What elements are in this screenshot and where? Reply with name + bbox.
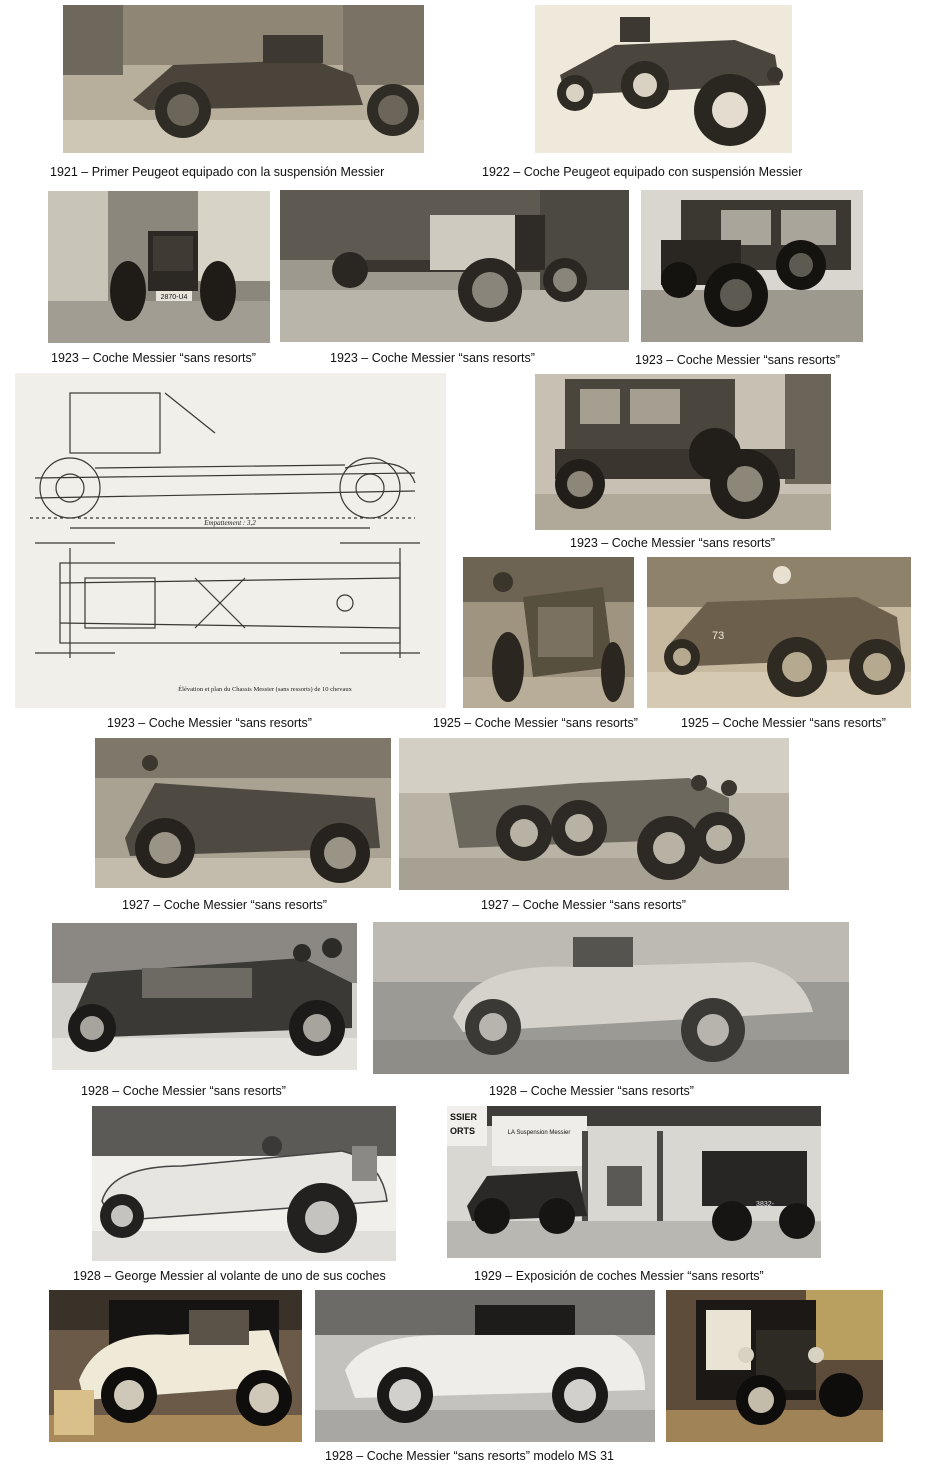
caption-1927-a: 1927 – Coche Messier “sans resorts”: [122, 898, 327, 912]
expo-plate: 3832-: [756, 1201, 774, 1208]
caption-1928-george: 1928 – George Messier al volante de uno de sus coches: [73, 1269, 386, 1283]
photo-1922-peugeot: [535, 5, 792, 153]
photo-1923-front: [48, 191, 270, 343]
photo-ms31-a: [49, 1290, 302, 1442]
photo-1928-george-messier: [92, 1106, 396, 1261]
caption-1921: 1921 – Primer Peugeot equipado con la suspensión Messier: [50, 165, 385, 179]
caption-1923-e: 1923 – Coche Messier “sans resorts”: [107, 716, 312, 730]
expo-sign-1b: ORTS: [450, 1126, 476, 1136]
caption-1923-d: 1923 – Coche Messier “sans resorts”: [570, 536, 775, 550]
drawing-dimension: Empattement : 3,2: [204, 519, 256, 527]
photo-1925-front: [463, 557, 634, 708]
photo-1921-peugeot: [63, 5, 424, 153]
photo-1927-open: [95, 738, 391, 888]
photo-1923-sedan: [641, 190, 863, 342]
expo-sign-1: SSIER: [450, 1112, 478, 1122]
caption-1927-b: 1927 – Coche Messier “sans resorts”: [481, 898, 686, 912]
drawing-caption: Élévation et plan du Chassis Messier (sans ressorts) de 10 chevaux: [178, 686, 352, 693]
caption-1923-b: 1923 – Coche Messier “sans resorts”: [330, 351, 535, 365]
expo-sign-2: LA Suspension Messier: [507, 1130, 571, 1136]
caption-1923-a: 1923 – Coche Messier “sans resorts”: [51, 351, 256, 365]
photo-1923-saloon: [535, 374, 831, 530]
drawing-1923-chassis: [15, 373, 446, 708]
caption-1922: 1922 – Coche Peugeot equipado con suspensión Messier: [482, 165, 803, 179]
caption-1929-expo: 1929 – Exposición de coches Messier “sans resorts”: [474, 1269, 764, 1283]
caption-1925-b: 1925 – Coche Messier “sans resorts”: [681, 716, 886, 730]
race-number: 73: [712, 630, 725, 642]
photo-1929-exposicion: [447, 1106, 821, 1258]
photo-1927-sixwheel: [399, 738, 789, 890]
photo-1928-roadster: [373, 922, 849, 1074]
photo-1925-race: [647, 557, 911, 708]
caption-1928-a: 1928 – Coche Messier “sans resorts”: [81, 1084, 286, 1098]
caption-1928-b: 1928 – Coche Messier “sans resorts”: [489, 1084, 694, 1098]
caption-1923-c: 1923 – Coche Messier “sans resorts”: [635, 353, 840, 367]
caption-1925-a: 1925 – Coche Messier “sans resorts”: [433, 716, 638, 730]
photo-ms31-c: [666, 1290, 883, 1442]
photo-ms31-b: [315, 1290, 655, 1442]
photo-1928-crowd: [52, 923, 357, 1070]
caption-ms31: 1928 – Coche Messier “sans resorts” modelo MS 31: [325, 1449, 615, 1463]
plate-text: 2870-U4: [160, 294, 188, 301]
photo-1923-chassis: [280, 190, 629, 342]
